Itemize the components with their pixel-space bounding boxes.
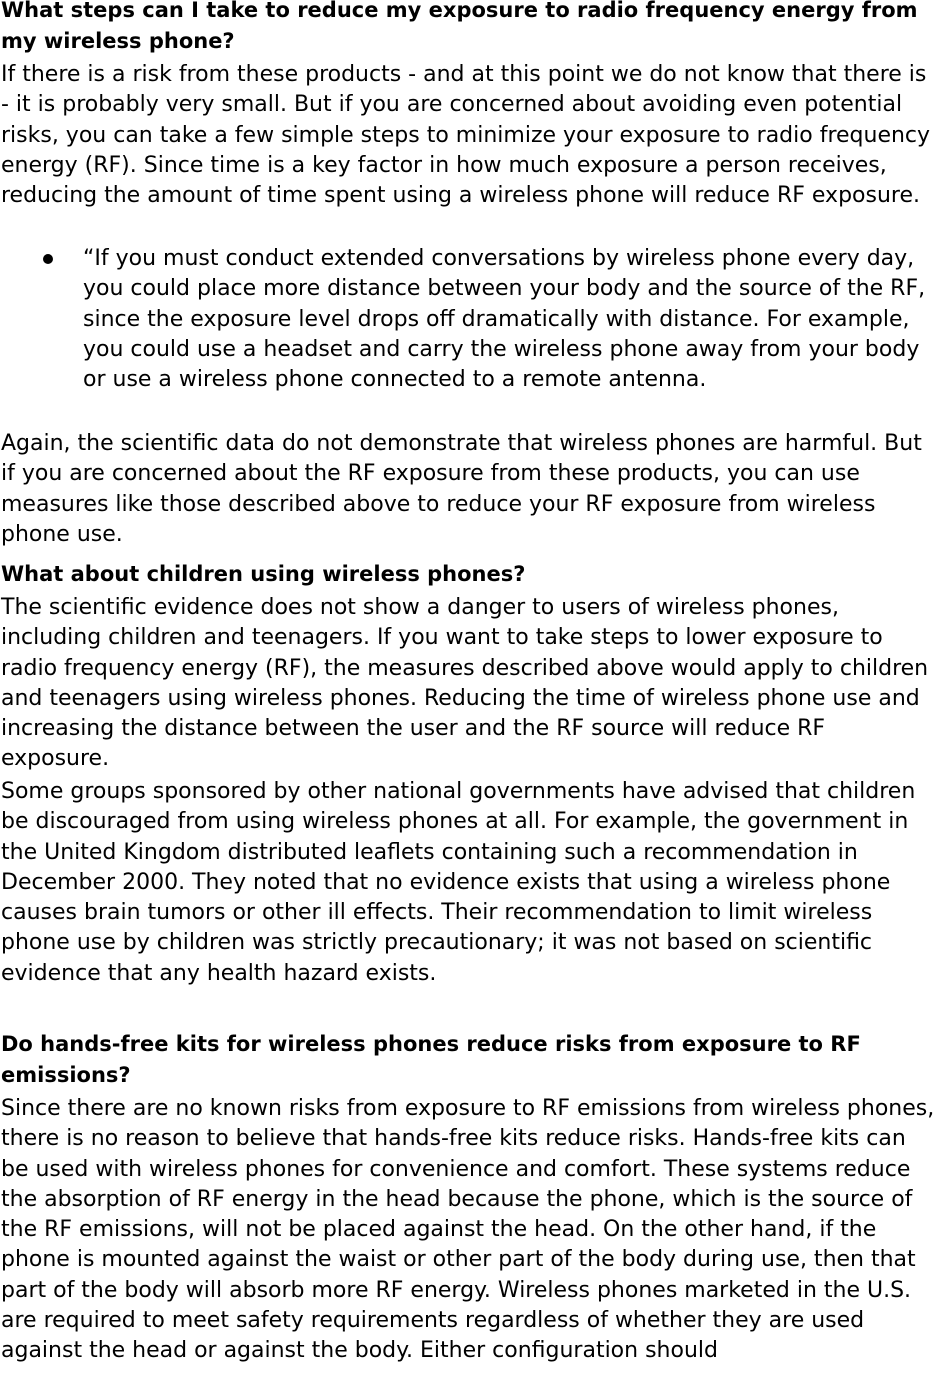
list-item [0, 244, 938, 395]
paragraph-national-governments: Some groups sponsored by other national governments have advised that children be discouraged from using wireless phones at all. For example, the government in the United Kingdom distributed leaflets containing such a recommendation in December 2000. They noted that no evidence exists that using a wireless phone causes brain tumors or other ill effects. Their recommendation to limit wireless phone use by children was strictly precautionary; it was not based on scientific evidence that any health hazard exists. [1, 779, 916, 986]
heading-reduce-exposure: What steps can I take to reduce my exposure to radio frequency energy from my wireless phone? [1, 0, 918, 53]
paragraph-again: Again, the scientific data do not demonstrate that wireless phones are harmful. But if you are concerned about the RF exposure from these products, you can use measures like those described above to reduce your RF exposure from wireless phone use. [1, 431, 922, 547]
paragraph-hands-free: Since there are no known risks from exposure to RF emissions from wireless phones, there is no reason to believe that hands-free kits reduce risks. Hands-free kits can be used with wireless phones for convenience and comfort. These systems reduce the absorption of RF energy in the head because the phone, which is the source of the RF emissions, will not be placed against the head. On the other hand, if the phone is mounted against the waist or other part of the body during use, then that part of the body will absorb more RF energy. Wireless phones marketed in the U.S. are required to meet safety requirements regardless of whether they are used against the head or against the body. Either configuration should [1, 1096, 935, 1364]
bullet-text: “If you must conduct extended conversations by wireless phone every day, you could place more distance between your body and the source of the RF, since the exposure level drops off dramatically with distance. For example, you could use a headset and carry the wireless phone away from your body or use a wireless phone connected to a remote antenna. [83, 246, 926, 393]
heading-hands-free: Do hands-free kits for wireless phones reduce risks from exposure to RF emissions? [1, 1032, 861, 1087]
paragraph-children-evidence: The scientific evidence does not show a danger to users of wireless phones, including children and teenagers. If you want to take steps to lower exposure to radio frequency energy (RF), the measures described above would apply to children and teenagers using wireless phones. Reducing the time of wireless phone use and increasing the distance between the user and the RF source will reduce RF exposure. [1, 595, 929, 772]
bullet-dot-icon [43, 254, 53, 264]
bullet-list [0, 244, 938, 395]
heading-children: What about children using wireless phones? [1, 562, 526, 586]
paragraph-risk-intro: If there is a risk from these products - and at this point we do not know that there is - it is probably very small. But if you are concerned about avoiding even potential risks, you can take a few simple steps to minimize your exposure to radio frequency energy (RF). Since time is a key factor in how much exposure a person receives, reducing the amount of time spent using a wireless phone will reduce RF exposure. [1, 62, 931, 209]
